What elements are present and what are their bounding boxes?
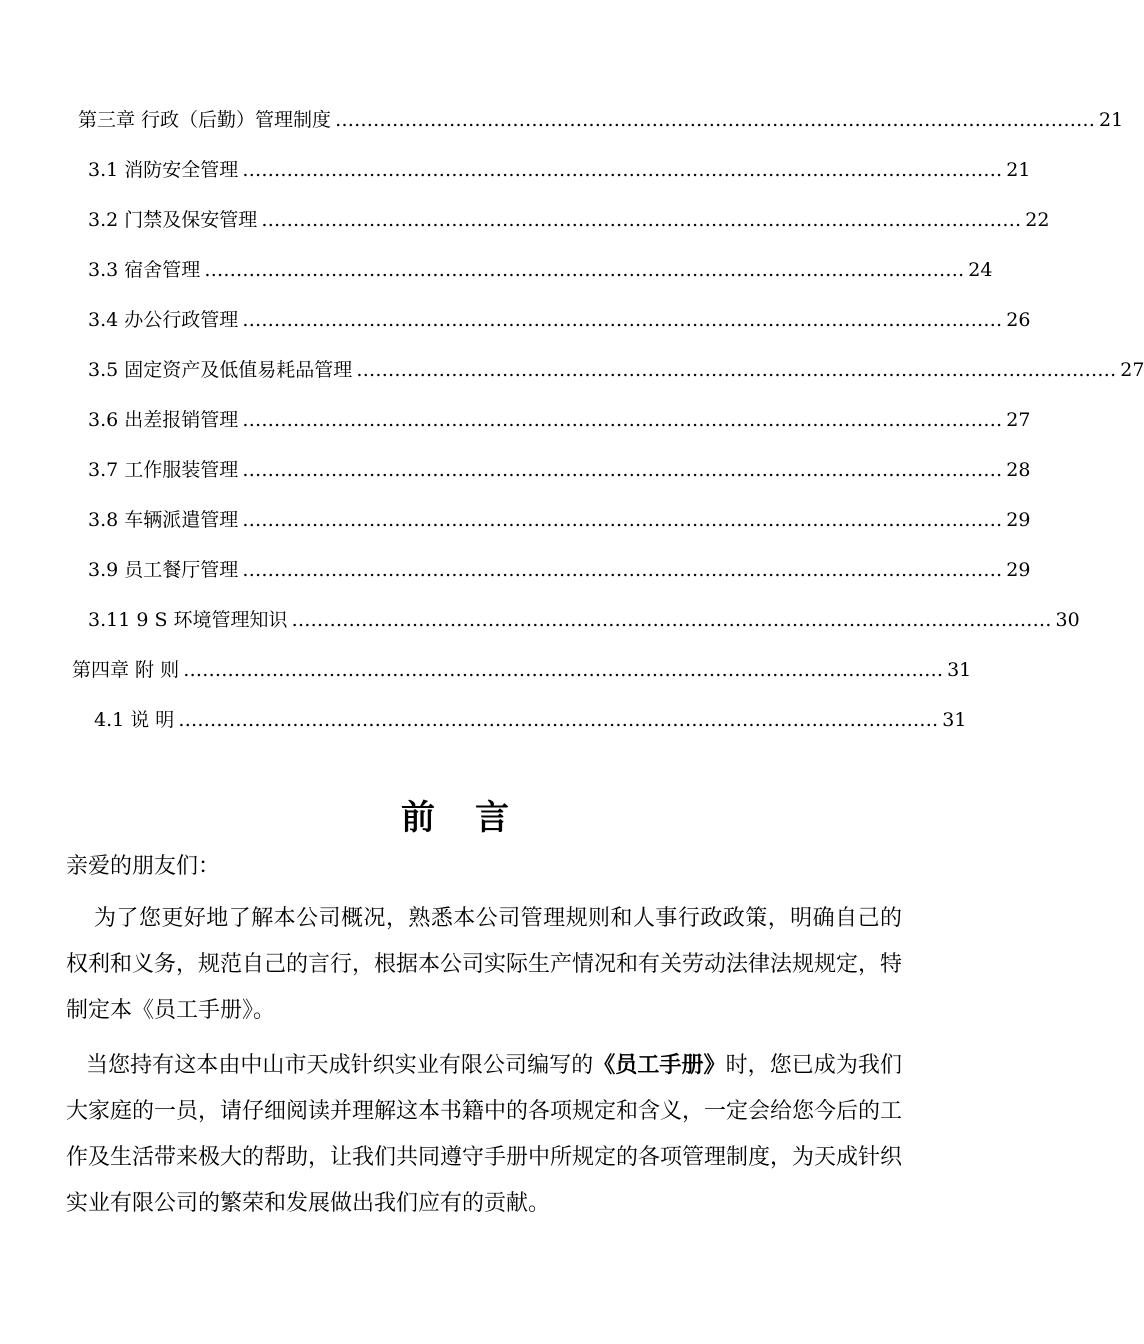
toc-entry[interactable] [88, 157, 1031, 183]
toc-entry[interactable] [88, 557, 1031, 583]
toc-entry-page: 28 [1006, 459, 1031, 481]
toc-entry-page: 22 [1025, 209, 1050, 231]
paragraph-2-text-start: 当您持有这本由中山市天成针织实业有限公司编写的 [86, 1053, 594, 1078]
toc-entry-page: 31 [947, 659, 972, 681]
preface-title: 前言 [401, 798, 549, 838]
toc-entry-page: 30 [1055, 609, 1080, 631]
toc-leader-dots: ………………………………………………………………………………………………………… [335, 109, 1096, 131]
toc-leader-dots: ………………………………………………………………………………………………………… [291, 609, 1052, 631]
toc-entry-label: 3.9 员工餐厅管理 [88, 559, 239, 581]
toc-entry-page: 27 [1006, 409, 1031, 431]
toc-entry-label: 3.8 车辆派遣管理 [88, 509, 239, 531]
toc-leader-dots: ………………………………………………………………………………………………………… [261, 209, 1022, 231]
paragraph-2-text-end: 时，您已成为我们大家庭的一员，请仔细阅读并理解这本书籍中的各项规定和含义，一定会给您今后的工作及生活带来极大的帮助，让我们共同遵守手册中所规定的各项管理制度，为天成针织实业有限公司的繁荣和发展做出我们应有的贡献。 [66, 1053, 903, 1216]
toc-entry-label: 4.1 说 明 [94, 709, 175, 731]
handbook-title-bold: 《员工手册》 [593, 1052, 726, 1078]
toc-entry-label: 第三章 行政（后勤）管理制度 [78, 109, 332, 131]
toc-entry[interactable] [78, 107, 1124, 133]
toc-entry[interactable] [88, 507, 1031, 533]
toc-leader-dots: ………………………………………………………………………………………………………… [356, 359, 1117, 381]
toc-entry-label: 第四章 附 则 [72, 659, 180, 681]
toc-entry-label: 3.6 出差报销管理 [88, 409, 239, 431]
toc-entry-label: 3.2 门禁及保安管理 [88, 209, 258, 231]
toc-entry[interactable] [88, 407, 1031, 433]
toc-entry[interactable] [94, 707, 967, 733]
toc-entry[interactable] [88, 357, 1144, 383]
toc-entry-label: 3.7 工作服装管理 [88, 459, 239, 481]
toc-leader-dots: ………………………………………………………………………………………………………… [242, 459, 1003, 481]
toc-entry-label: 3.5 固定资产及低值易耗品管理 [88, 359, 353, 381]
toc-entry-page: 27 [1120, 359, 1144, 381]
toc-entry-page: 29 [1006, 509, 1031, 531]
toc-leader-dots: ………………………………………………………………………………………………………… [204, 259, 965, 281]
toc-entry-page: 31 [942, 709, 967, 731]
toc-entry[interactable] [88, 257, 993, 283]
toc-leader-dots: ………………………………………………………………………………………………………… [242, 409, 1003, 431]
toc-entry-page: 21 [1006, 159, 1031, 181]
toc-entry[interactable] [88, 607, 1080, 633]
toc-entry-page: 24 [968, 259, 993, 281]
toc-entry[interactable] [88, 307, 1031, 333]
toc-entry[interactable] [88, 457, 1031, 483]
toc-leader-dots: ………………………………………………………………………………………………………… [242, 559, 1003, 581]
preface-paragraph-1: 为了您更好地了解本公司概况，熟悉本公司管理规则和人事行政政策，明确自己的权利和义务，规范自己的言行，根据本公司实际生产情况和有关劳动法律法规规定，特制定本《员工手册》。 [66, 906, 903, 1023]
preface-greeting: 亲爱的朋友们： [66, 854, 221, 879]
toc-entry[interactable] [88, 207, 1050, 233]
toc-entry[interactable] [72, 657, 972, 683]
toc-entry-page: 29 [1006, 559, 1031, 581]
toc-entry-label: 3.3 宿舍管理 [88, 259, 201, 281]
toc-entry-page: 21 [1099, 109, 1124, 131]
toc-leader-dots: ………………………………………………………………………………………………………… [242, 509, 1003, 531]
toc-entry-label: 3.1 消防安全管理 [88, 159, 239, 181]
toc-leader-dots: ………………………………………………………………………………………………………… [242, 309, 1003, 331]
toc-entry-page: 26 [1006, 309, 1031, 331]
toc-leader-dots: ………………………………………………………………………………………………………… [242, 159, 1003, 181]
toc-entry-label: 3.4 办公行政管理 [88, 309, 239, 331]
toc-leader-dots: ………………………………………………………………………………………………………… [178, 709, 939, 731]
preface-paragraph-2 [66, 1042, 902, 1227]
toc-leader-dots: ………………………………………………………………………………………………………… [183, 659, 944, 681]
toc-entry-label: 3.11 9 S 环境管理知识 [88, 609, 288, 631]
